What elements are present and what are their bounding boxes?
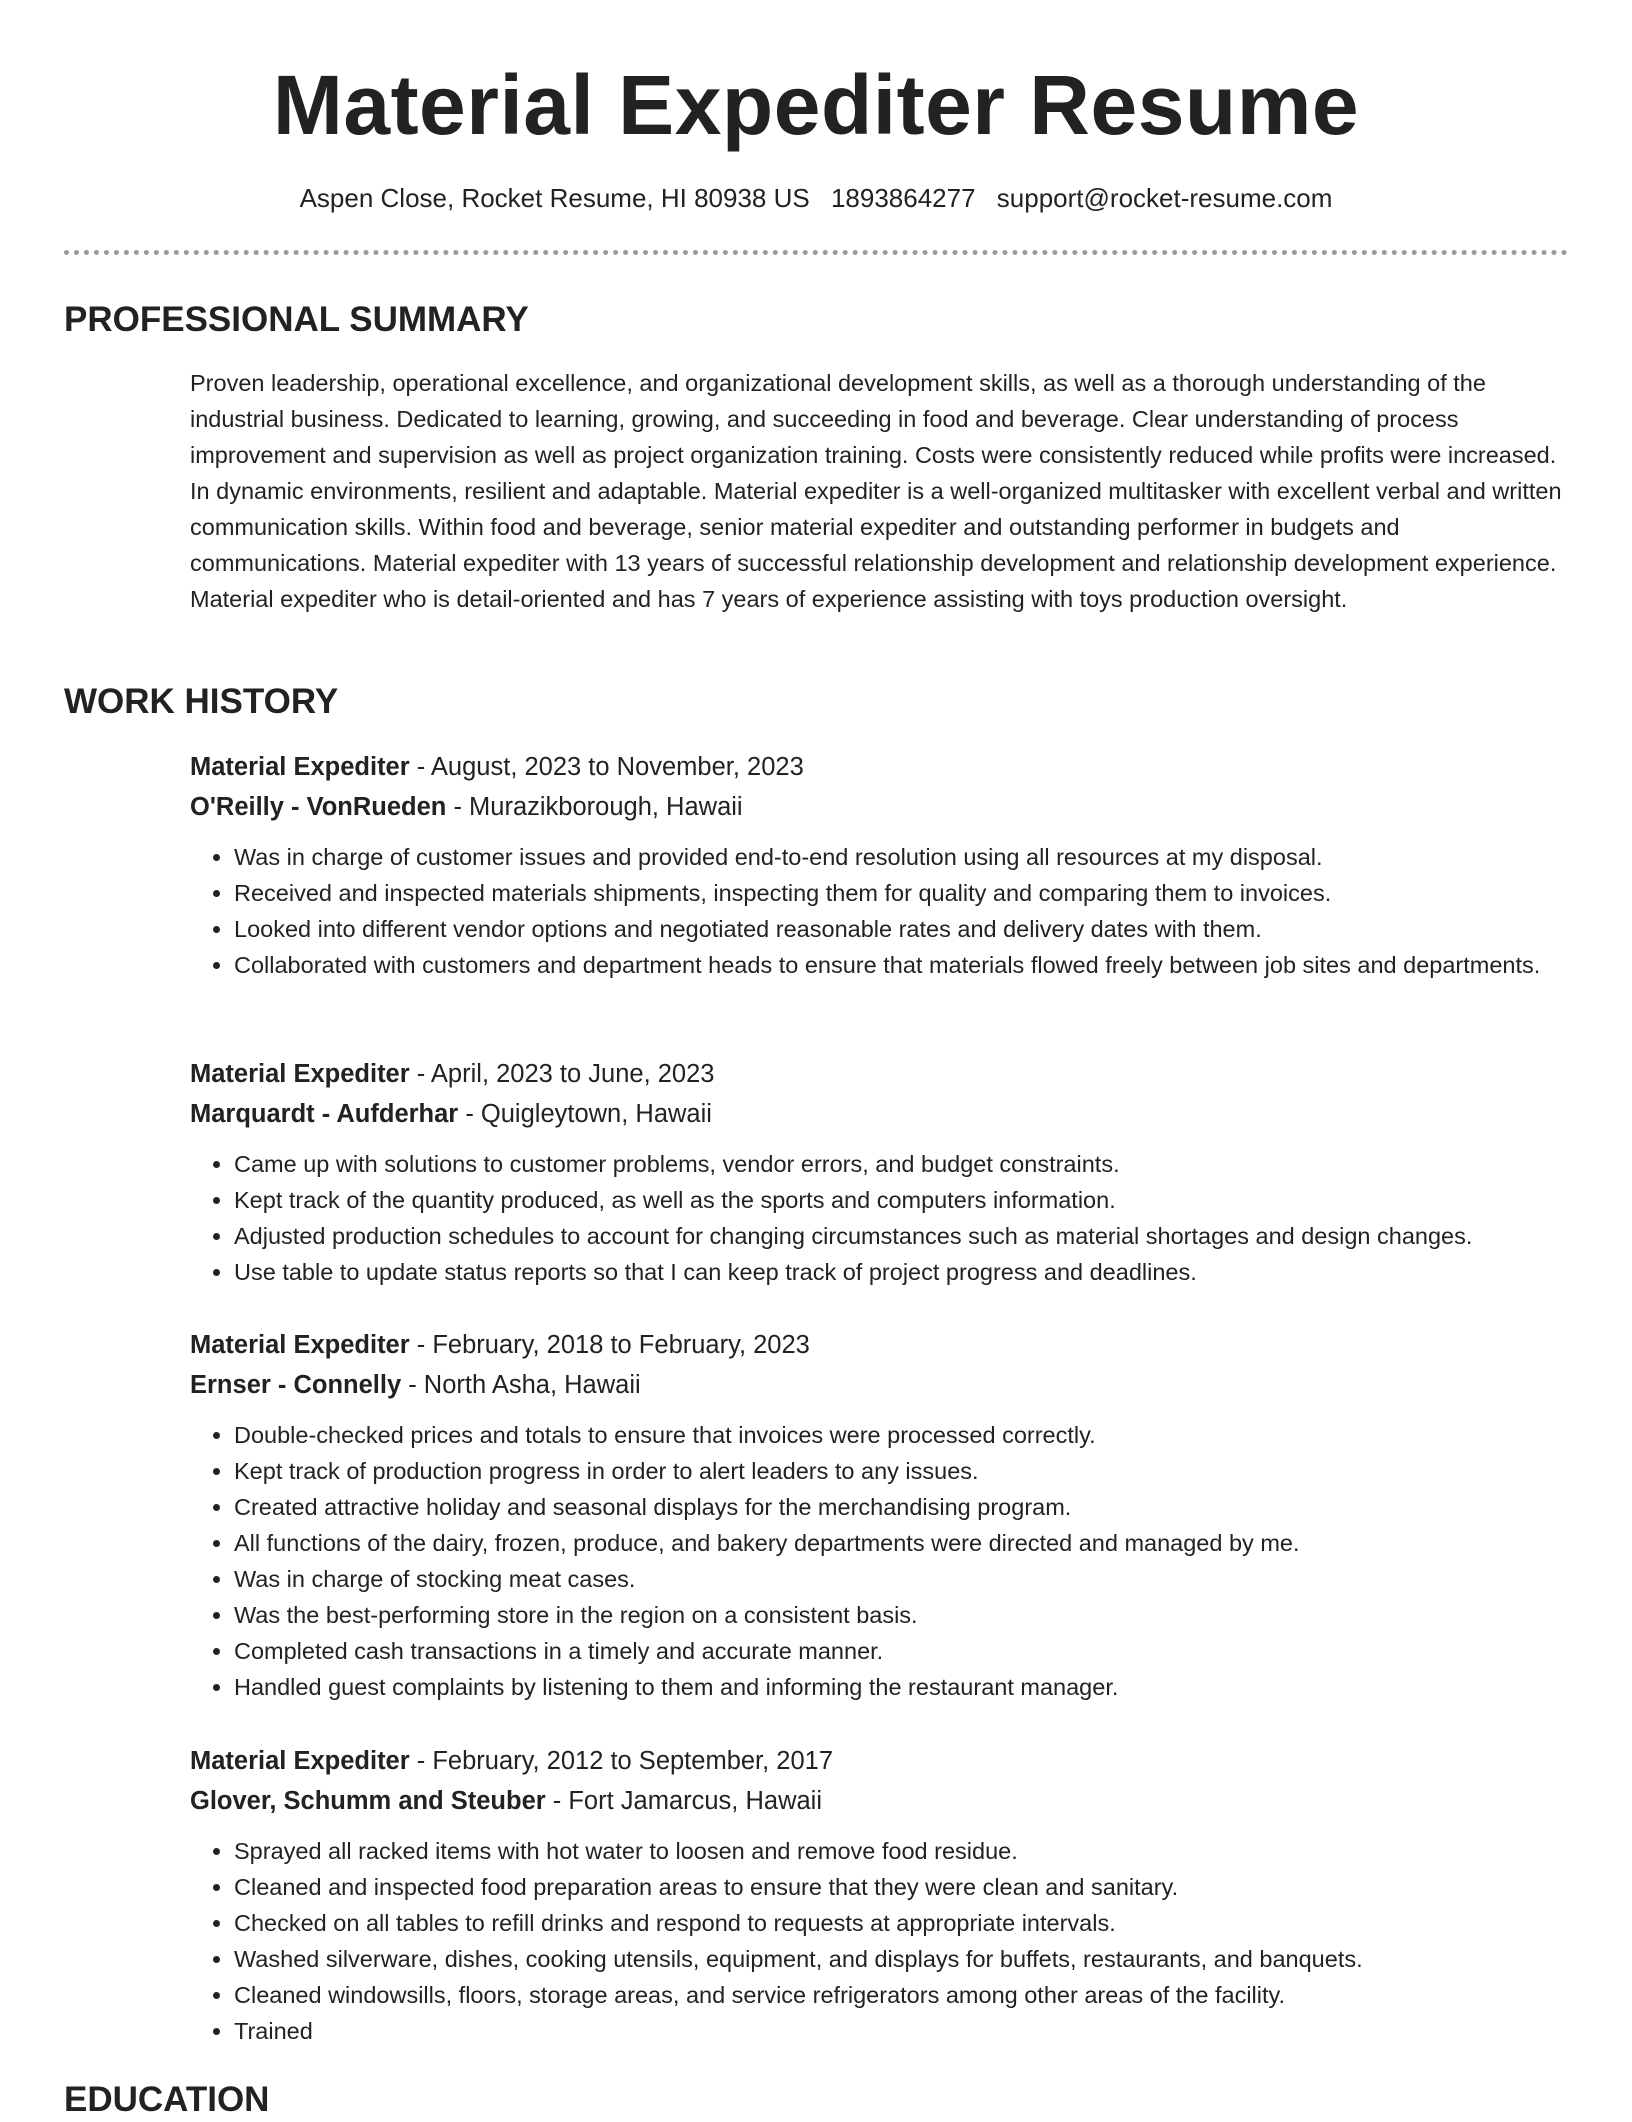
job-bullets <box>190 839 1570 983</box>
header-divider <box>64 250 1568 255</box>
contact-phone: 1893864277 <box>830 183 976 213</box>
job-company-line <box>190 1365 1570 1405</box>
job-title-line <box>190 1741 1570 1781</box>
job-dates: - February, 2012 to September, 2017 <box>409 1747 834 1775</box>
job-bullet: • Was in charge of stocking meat cases. <box>234 1561 1570 1597</box>
job-bullets <box>190 1417 1570 1705</box>
job-title: Material Expediter <box>190 1060 410 1088</box>
work-history-heading: WORK HISTORY <box>64 682 339 721</box>
job-entry <box>190 1325 1570 1705</box>
resume-title: Material Expediter Resume <box>272 58 1360 152</box>
job-company: Glover, Schumm and Steuber <box>190 1787 546 1815</box>
education-heading: EDUCATION <box>64 2080 270 2119</box>
job-bullet: • Was the best-performing store in the region on a consistent basis. <box>234 1597 1570 1633</box>
job-dates: - February, 2018 to February, 2023 <box>409 1331 810 1359</box>
job-bullet: • Washed silverware, dishes, cooking utensils, equipment, and displays for buffets, restaurants, and banquets. <box>234 1941 1570 1977</box>
job-company: Marquardt - Aufderhar <box>190 1100 459 1128</box>
job-title: Material Expediter <box>190 1747 410 1775</box>
job-entry <box>190 747 1570 983</box>
job-entry <box>190 1054 1570 1290</box>
job-location: - Quigleytown, Hawaii <box>458 1100 712 1128</box>
job-bullet: • Adjusted production schedules to account for changing circumstances such as material shortages and design changes. <box>234 1218 1570 1254</box>
job-bullet: • All functions of the dairy, frozen, produce, and bakery departments were directed and managed by me. <box>234 1525 1570 1561</box>
job-location: - North Asha, Hawaii <box>401 1371 641 1399</box>
job-dates: - April, 2023 to June, 2023 <box>409 1060 715 1088</box>
job-entry <box>190 1741 1570 2049</box>
job-bullet: • Kept track of production progress in order to alert leaders to any issues. <box>234 1453 1570 1489</box>
summary-heading: PROFESSIONAL SUMMARY <box>64 300 529 339</box>
job-bullet: • Handled guest complaints by listening to them and informing the restaurant manager. <box>234 1669 1570 1705</box>
job-company-line <box>190 787 1570 827</box>
contact-line <box>0 180 1632 216</box>
job-title-line <box>190 747 1570 787</box>
job-bullet: • Created attractive holiday and seasonal displays for the merchandising program. <box>234 1489 1570 1525</box>
job-bullet: • Cleaned and inspected food preparation areas to ensure that they were clean and sanitary. <box>234 1869 1570 1905</box>
job-bullet: • Trained <box>234 2013 1570 2049</box>
job-bullet: • Looked into different vendor options and negotiated reasonable rates and delivery dates with them. <box>234 911 1570 947</box>
job-company-line <box>190 1094 1570 1134</box>
contact-address: Aspen Close, Rocket Resume, HI 80938 US <box>299 183 810 213</box>
job-bullet: • Kept track of the quantity produced, as well as the sports and computers information. <box>234 1182 1570 1218</box>
summary-text: Proven leadership, operational excellence, and organizational development skills, as well as a thorough understanding of the industrial business. Dedicated to learning, growing, and succeeding in food and beverage. Clear understanding of process improvement and supervision as well as project organization training. Costs were consistently reduced while profits were increased. In dynamic environments, resilient and adaptable. Material expediter is a well-organized multitasker with excellent verbal and written communication skills. Within food and beverage, senior material expediter and outstanding performer in budgets and communications. Material expediter with 13 years of successful relationship development and relationship development experience. Material expediter who is detail-oriented and has 7 years of experience assisting with toys production oversight. <box>190 370 1562 612</box>
job-bullets <box>190 1833 1570 2049</box>
job-bullet: • Use table to update status reports so that I can keep track of project progress and deadlines. <box>234 1254 1570 1290</box>
job-bullet: • Received and inspected materials shipments, inspecting them for quality and comparing them to invoices. <box>234 875 1570 911</box>
job-bullet: • Was in charge of customer issues and provided end-to-end resolution using all resources at my disposal. <box>234 839 1570 875</box>
job-title: Material Expediter <box>190 1331 410 1359</box>
job-bullets <box>190 1146 1570 1290</box>
job-company: Ernser - Connelly <box>190 1371 402 1399</box>
job-title-line <box>190 1325 1570 1365</box>
job-bullet: • Sprayed all racked items with hot water to loosen and remove food residue. <box>234 1833 1570 1869</box>
contact-email: support@rocket-resume.com <box>996 183 1333 213</box>
job-location: - Fort Jamarcus, Hawaii <box>545 1787 822 1815</box>
job-title-line <box>190 1054 1570 1094</box>
job-title: Material Expediter <box>190 753 410 781</box>
job-bullet: • Completed cash transactions in a timely and accurate manner. <box>234 1633 1570 1669</box>
job-company-line <box>190 1781 1570 1821</box>
job-location: - Murazikborough, Hawaii <box>446 793 743 821</box>
job-dates: - August, 2023 to November, 2023 <box>409 753 804 781</box>
job-bullet: • Double-checked prices and totals to ensure that invoices were processed correctly. <box>234 1417 1570 1453</box>
job-bullet: • Cleaned windowsills, floors, storage areas, and service refrigerators among other areas of the facility. <box>234 1977 1570 2013</box>
job-bullet: • Checked on all tables to refill drinks and respond to requests at appropriate intervals. <box>234 1905 1570 1941</box>
job-bullet: • Collaborated with customers and department heads to ensure that materials flowed freely between job sites and departments. <box>234 947 1570 983</box>
job-company: O'Reilly - VonRueden <box>190 793 447 821</box>
job-bullet: • Came up with solutions to customer problems, vendor errors, and budget constraints. <box>234 1146 1570 1182</box>
